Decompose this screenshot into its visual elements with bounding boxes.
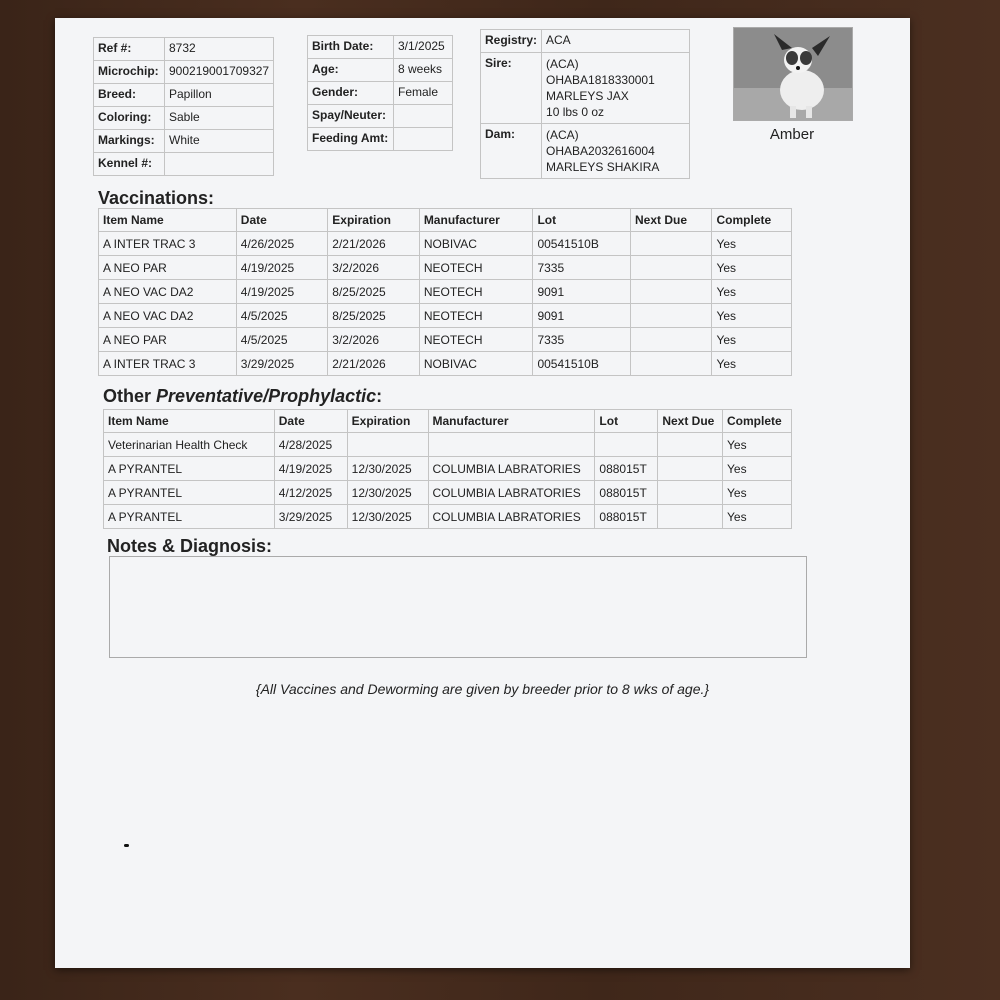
- preventative-cell: [658, 433, 723, 457]
- vaccination-cell: [631, 328, 712, 352]
- pet-info-row: [94, 38, 274, 61]
- birth-info-value: 3/1/2025: [394, 36, 453, 59]
- preventative-cell: A PYRANTEL: [104, 505, 275, 529]
- vaccination-cell: NEOTECH: [419, 280, 533, 304]
- vaccination-cell: Yes: [712, 232, 792, 256]
- preventative-column-header: Next Due: [658, 410, 723, 433]
- vaccination-cell: Yes: [712, 304, 792, 328]
- notes-heading: Notes & Diagnosis:: [107, 536, 273, 556]
- vaccination-cell: A INTER TRAC 3: [99, 352, 237, 376]
- vaccination-cell: 4/19/2025: [236, 256, 328, 280]
- preventative-column-header: Lot: [595, 410, 658, 433]
- ink-mark: [124, 844, 129, 847]
- preventative-cell: A PYRANTEL: [104, 481, 275, 505]
- preventative-row: [104, 481, 792, 505]
- vaccination-cell: A NEO PAR: [99, 328, 237, 352]
- vaccination-column-header: Expiration: [328, 209, 420, 232]
- birth-info-value: 8 weeks: [394, 59, 453, 82]
- preventative-heading-italic: Preventative/Prophylactic: [156, 386, 377, 406]
- preventative-cell: 088015T: [595, 505, 658, 529]
- vaccination-cell: 2/21/2026: [328, 232, 420, 256]
- preventative-column-header: Manufacturer: [428, 410, 595, 433]
- preventative-cell: COLUMBIA LABRATORIES: [428, 505, 595, 529]
- vaccination-cell: NEOTECH: [419, 328, 533, 352]
- preventative-cell: Veterinarian Health Check: [104, 433, 275, 457]
- preventative-column-header: Complete: [723, 410, 792, 433]
- preventative-cell: 12/30/2025: [347, 505, 428, 529]
- preventative-column-header: Date: [274, 410, 347, 433]
- vaccination-row: [99, 256, 792, 280]
- preventative-cell: 088015T: [595, 457, 658, 481]
- vaccination-row: [99, 304, 792, 328]
- vaccination-cell: Yes: [712, 256, 792, 280]
- vaccination-column-header: Complete: [712, 209, 792, 232]
- pet-info-value: 900219001709327: [165, 61, 274, 84]
- preventative-cell: [428, 433, 595, 457]
- preventative-heading-plain: Other: [103, 386, 157, 406]
- footer-note: {All Vaccines and Deworming are given by breeder prior to 8 wks of age.}: [255, 681, 710, 697]
- preventative-cell: 12/30/2025: [347, 457, 428, 481]
- birth-info-table: [307, 35, 453, 151]
- birth-info-label: Feeding Amt:: [308, 128, 394, 151]
- sire-name: MARLEYS JAX: [546, 89, 629, 103]
- pet-info-label: Breed:: [94, 84, 165, 107]
- preventative-cell: Yes: [723, 505, 792, 529]
- sire-weight: 10 lbs 0 oz: [546, 105, 605, 119]
- pet-info-value: White: [165, 130, 274, 153]
- preventative-column-header: Item Name: [104, 410, 275, 433]
- preventative-cell: 12/30/2025: [347, 481, 428, 505]
- preventative-row: [104, 505, 792, 529]
- vaccination-cell: 8/25/2025: [328, 280, 420, 304]
- preventative-heading: [103, 386, 382, 407]
- preventative-cell: [658, 481, 723, 505]
- preventative-column-header: Expiration: [347, 410, 428, 433]
- vaccination-column-header: Date: [236, 209, 328, 232]
- preventative-cell: Yes: [723, 457, 792, 481]
- birth-info-row: [308, 128, 453, 151]
- vaccination-cell: 3/2/2026: [328, 256, 420, 280]
- vaccination-cell: 00541510B: [533, 352, 631, 376]
- vaccination-cell: 7335: [533, 328, 631, 352]
- vaccination-row: [99, 328, 792, 352]
- birth-info-value: [394, 128, 453, 151]
- preventative-cell: 3/29/2025: [274, 505, 347, 529]
- preventative-cell: Yes: [723, 433, 792, 457]
- vaccination-column-header: Next Due: [631, 209, 712, 232]
- vaccination-cell: 4/5/2025: [236, 304, 328, 328]
- vaccination-row: [99, 352, 792, 376]
- vaccination-row: [99, 280, 792, 304]
- document-page: [55, 18, 910, 968]
- vaccination-cell: 7335: [533, 256, 631, 280]
- pet-info-label: Coloring:: [94, 107, 165, 130]
- vaccination-cell: 4/26/2025: [236, 232, 328, 256]
- birth-info-row: [308, 59, 453, 82]
- vaccination-column-header: Lot: [533, 209, 631, 232]
- birth-info-value: Female: [394, 82, 453, 105]
- vaccination-cell: Yes: [712, 352, 792, 376]
- preventative-heading-colon: :: [376, 386, 383, 406]
- preventative-cell: [347, 433, 428, 457]
- birth-info-label: Age:: [308, 59, 394, 82]
- vaccination-cell: 9091: [533, 280, 631, 304]
- pet-info-table: [93, 37, 274, 176]
- preventative-cell: [658, 457, 723, 481]
- dam-name: MARLEYS SHAKIRA: [546, 160, 660, 174]
- sire-info: [542, 53, 690, 124]
- vaccination-row: [99, 232, 792, 256]
- vaccination-cell: NOBIVAC: [419, 352, 533, 376]
- birth-info-label: Spay/Neuter:: [308, 105, 394, 128]
- vaccination-cell: NEOTECH: [419, 256, 533, 280]
- birth-info-row: [308, 105, 453, 128]
- pet-info-label: Markings:: [94, 130, 165, 153]
- preventative-cell: A PYRANTEL: [104, 457, 275, 481]
- vaccination-cell: 00541510B: [533, 232, 631, 256]
- preventative-cell: [595, 433, 658, 457]
- preventative-cell: 4/12/2025: [274, 481, 347, 505]
- registry-value: ACA: [542, 30, 690, 53]
- vaccination-cell: 4/5/2025: [236, 328, 328, 352]
- preventative-cell: COLUMBIA LABRATORIES: [428, 457, 595, 481]
- pet-info-row: [94, 84, 274, 107]
- pet-info-label: Microchip:: [94, 61, 165, 84]
- birth-info-value: [394, 105, 453, 128]
- pet-info-label: Ref #:: [94, 38, 165, 61]
- sire-label: Sire:: [481, 53, 542, 124]
- vaccination-column-header: Manufacturer: [419, 209, 533, 232]
- vaccination-cell: 3/2/2026: [328, 328, 420, 352]
- birth-info-label: Gender:: [308, 82, 394, 105]
- vaccination-cell: [631, 352, 712, 376]
- preventative-row: [104, 457, 792, 481]
- vaccination-cell: [631, 232, 712, 256]
- preventative-cell: Yes: [723, 481, 792, 505]
- preventative-table: [103, 409, 792, 529]
- pet-info-value: [165, 153, 274, 176]
- pet-info-value: Papillon: [165, 84, 274, 107]
- pet-info-label: Kennel #:: [94, 153, 165, 176]
- pet-info-row: [94, 130, 274, 153]
- pet-name: Amber: [769, 126, 815, 143]
- vaccination-cell: 8/25/2025: [328, 304, 420, 328]
- vaccinations-heading: Vaccinations:: [98, 188, 215, 208]
- vaccination-cell: 2/21/2026: [328, 352, 420, 376]
- pet-info-row: [94, 107, 274, 130]
- dam-label: Dam:: [481, 124, 542, 179]
- vaccination-cell: A INTER TRAC 3: [99, 232, 237, 256]
- preventative-row: [104, 433, 792, 457]
- vaccination-cell: 3/29/2025: [236, 352, 328, 376]
- pet-info-row: [94, 61, 274, 84]
- vaccination-cell: 9091: [533, 304, 631, 328]
- puppy-photo: [733, 27, 853, 121]
- registry-table: [480, 29, 690, 179]
- pet-info-row: [94, 153, 274, 176]
- vaccination-cell: [631, 256, 712, 280]
- vaccination-cell: Yes: [712, 280, 792, 304]
- preventative-cell: COLUMBIA LABRATORIES: [428, 481, 595, 505]
- birth-info-row: [308, 82, 453, 105]
- vaccination-cell: NEOTECH: [419, 304, 533, 328]
- notes-box[interactable]: [109, 556, 807, 658]
- birth-info-row: [308, 36, 453, 59]
- vaccination-cell: [631, 280, 712, 304]
- vaccination-cell: Yes: [712, 328, 792, 352]
- preventative-cell: 4/28/2025: [274, 433, 347, 457]
- vaccination-cell: NOBIVAC: [419, 232, 533, 256]
- vaccination-column-header: Item Name: [99, 209, 237, 232]
- registry-label: Registry:: [481, 30, 542, 53]
- preventative-cell: [658, 505, 723, 529]
- vaccination-cell: A NEO PAR: [99, 256, 237, 280]
- pet-info-value: 8732: [165, 38, 274, 61]
- vaccination-cell: [631, 304, 712, 328]
- vaccinations-table: [98, 208, 792, 376]
- dam-registration: (ACA) OHABA2032616004: [546, 128, 655, 158]
- preventative-cell: 088015T: [595, 481, 658, 505]
- vaccination-cell: 4/19/2025: [236, 280, 328, 304]
- preventative-cell: 4/19/2025: [274, 457, 347, 481]
- pet-info-value: Sable: [165, 107, 274, 130]
- vaccination-cell: A NEO VAC DA2: [99, 280, 237, 304]
- sire-registration: (ACA) OHABA1818330001: [546, 57, 655, 87]
- birth-info-label: Birth Date:: [308, 36, 394, 59]
- dam-info: [542, 124, 690, 179]
- vaccination-cell: A NEO VAC DA2: [99, 304, 237, 328]
